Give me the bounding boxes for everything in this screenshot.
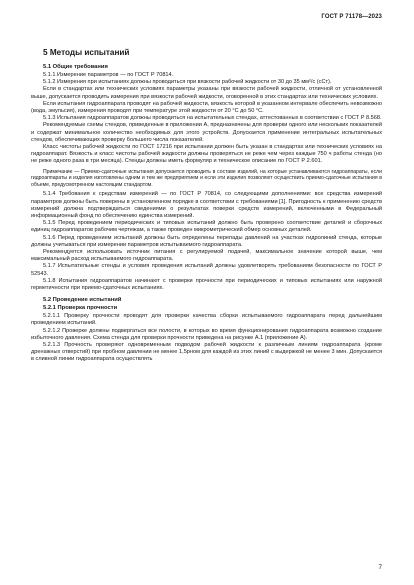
standard-number: ГОСТ Р 71178—2023 [321,14,382,20]
paragraph-5-1-4: 5.1.4 Требования к средствам измерений — по ГОСТ Р 70814, со следующими дополнениями: все средства измерений параметров должны быть поверены в установленном порядке в соответствии с требованиями [1]. Пригодность к применению средств измерений должна подтверждаться сведениями о результатах поверки средств измерений, включенными в Федеральный информационный фонд по обеспечению единства измерений. [31,191,382,220]
section-5-title: 5 Методы испытаний [43,48,130,57]
paragraph-5-1-7: 5.1.7 Испытательные стенды и условия проведения испытаний должны удовлетворять требованиям безопасности по ГОСТ Р 52543. [31,263,382,277]
paragraph-5-1-6-source: Рекомендуется использовать источник питания с регулируемой подачей, максимальное значение которой выше, чем максимальный расход испытываемого гидроаппарата. [31,249,382,263]
paragraph-5-1-6: 5.1.6 Перед проведением испытаний должны быть определены перепады давлений на участках гидролиний стенда, которые должны учитываться при измерении параметров испытываемого гидроаппарата. [31,234,382,248]
paragraph-5-2-1-3: 5.2.1.3 Прочность проверяют одновременным подводом рабочей жидкости к различным линиям гидроаппарата (кроме дренажных отверстий) при пробном давлении не менее 1,5pном для каждой из этих линий с выдержкой не менее 3 мин. Допускается в сливной линии гидроаппарата осуществлять [31,342,382,363]
paragraph-5-1-1: 5.1.1 Измерение параметров — по ГОСТ Р 70814. [43,72,174,78]
section-5-1-title: 5.1 Общие требования [43,64,108,70]
paragraph-5-1-3-cleanliness: Класс чистоты рабочей жидкости по ГОСТ 17216 при испытании должен быть указан в стандартах или технических условиях на гидроаппарат. Вязкость и класс чистоты рабочей жидкости должны проверяться не реже чем через каждые 750 ч работы стенда (но не реже одного раза в три месяца). Стенды должны иметь формуляр и техническое описание по ГОСТ Р 2.601. [31,144,382,165]
paragraph-5-1-2-water: Если испытания гидроаппарата проводят на рабочей жидкости, вязкость которой в указанном интервале обеспечить невозможно (вода, эмульсия), измерения проводят при температуре этой жидкости от 20 °С до 50 °С. [31,100,382,115]
page-content [31,48,382,364]
paragraph-5-1-5: 5.1.5 Перед проведением периодических и типовых испытаний должно быть проверено соответствие деталей и сборочных единиц гидроаппаратов рабочим чертежам, а также проведен микрометрический обмер основных деталей. [31,220,382,234]
note-acceptance-tests: Примечание — Приемо-сдаточные испытания допускается проводить в составе изделий, на которые устанавливаются гидроаппараты, если гидроаппараты и изделия изготовлены одним и тем же предприятием и если эти изделия позволяют осуществить приемо-сдаточные испытания в объеме, предусмотренном настоящим стандартом. [31,168,382,188]
paragraph-5-2-1-2: 5.2.1.2 Проверке должны подвергаться все полости, в которых во время функционирования гидроаппарата возможно создание избыточного давления. Схема стенда для проверки прочности приведена на рисунке А.1 (приложение А). [31,327,382,341]
page-number: 7 [378,564,382,571]
paragraph-5-1-2: 5.1.2 Измерения при испытаниях должны проводиться при вязкости рабочей жидкости от 30 до 35 мм²/с (сСт). [43,79,332,86]
paragraph-5-1-2-viscosity: Если в стандартах или технических условиях параметры указаны при вязкости рабочей жидкости, отличной от установленной выше, допускается проводить измерения при вязкости рабочей жидкости, оговоренной в этих стандартах или технических условиях. [31,86,382,100]
paragraph-5-1-8: 5.1.8 Испытания гидроаппаратов начинают с проверки прочности при периодических и типовых испытаниях или наружной герметичности при приемо-сдаточных испытаниях. [31,277,382,292]
section-5-2-title: 5.2 Проведение испытаний [43,297,122,304]
section-5-2-1-title: 5.2.1 Проверка прочности [43,305,118,312]
paragraph-5-1-3-schemes: Рекомендуемые схемы стендов, приведенные в приложении А, предназначены для проверки одного или нескольких показателей и содержат минимальное количество необходимых для этого устройств. Допускается применение интегральных испытательных стендов, обеспечивающих проверку большего числа показателей. [31,122,382,143]
paragraph-5-1-3: 5.1.3 Испытания гидроаппаратов должны проводиться на испытательных стендах, аттестованных в соответствии с ГОСТ Р 8.568. [43,115,382,122]
paragraph-5-2-1-1: 5.2.1.1 Проверку прочности проводят для проверки качества сборки испытываемого гидроаппарата перед дальнейшим проведением испытаний. [31,313,382,327]
